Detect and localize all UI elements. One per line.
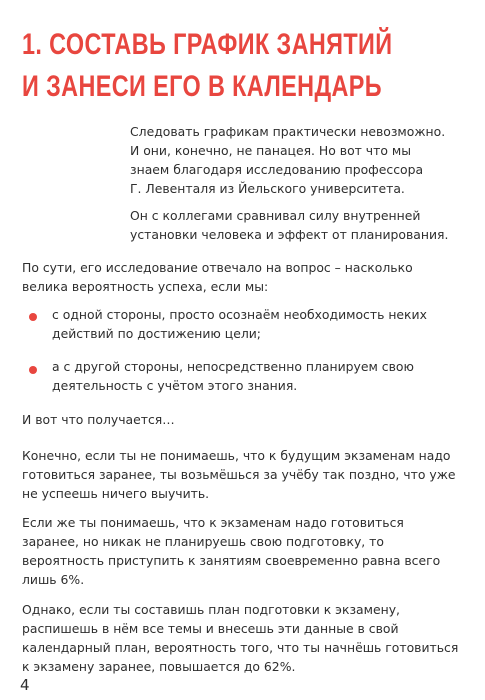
paragraph-no-plan: Если же ты понимаешь, что к экзаменам надо готовиться заранее, но никак не планируешь свою подготовку, то вероятность приступить к занятиям своевременно равна всего лишь 6%. bbox=[22, 515, 441, 587]
title-line-2: И ЗАНЕСИ ЕГО В КАЛЕНДАРЬ bbox=[22, 70, 383, 103]
intro-paragraph-2: Он с коллегами сравнивал силу внутренней установки человека и эффект от планирования. bbox=[130, 208, 449, 242]
bullet-item-2: а с другой стороны, непосредственно планируем свою деятельность с учётом этого знания. bbox=[52, 359, 414, 393]
bullet-item-1: с одной стороны, просто осознаём необходимость неких действий по достижению цели; bbox=[52, 307, 427, 341]
result-intro: И вот что получается… bbox=[22, 412, 175, 427]
bullet-dot-icon bbox=[29, 366, 37, 374]
page-title bbox=[22, 24, 393, 108]
bullet-dot-icon bbox=[29, 313, 37, 321]
page-number: 4 bbox=[20, 676, 30, 694]
paragraph-no-understanding: Конечно, если ты не понимаешь, что к будущим экзаменам надо готовиться заранее, ты возьмёшься за учёбу так поздно, что уже не успеешь ничего выучить. bbox=[22, 448, 456, 501]
title-line-1: 1. СОСТАВЬ ГРАФИК ЗАНЯТИЙ bbox=[22, 28, 393, 61]
intro-paragraph-1: Следовать графикам практически невозможно. И они, конечно, не панацея. Но вот что мы знаем благодаря исследованию профессора Г. Левенталя из Йельского университета. bbox=[130, 124, 446, 196]
paragraph-with-plan: Однако, если ты составишь план подготовки к экзамену, распишешь в нём все темы и внесешь эти данные в свой календарный план, вероятность того, что ты начнёшь готовиться к экзамену заранее, повышается до 62%. bbox=[22, 602, 459, 674]
question-paragraph: По сути, его исследование отвечало на вопрос – насколько велика вероятность успеха, если мы: bbox=[22, 260, 413, 294]
